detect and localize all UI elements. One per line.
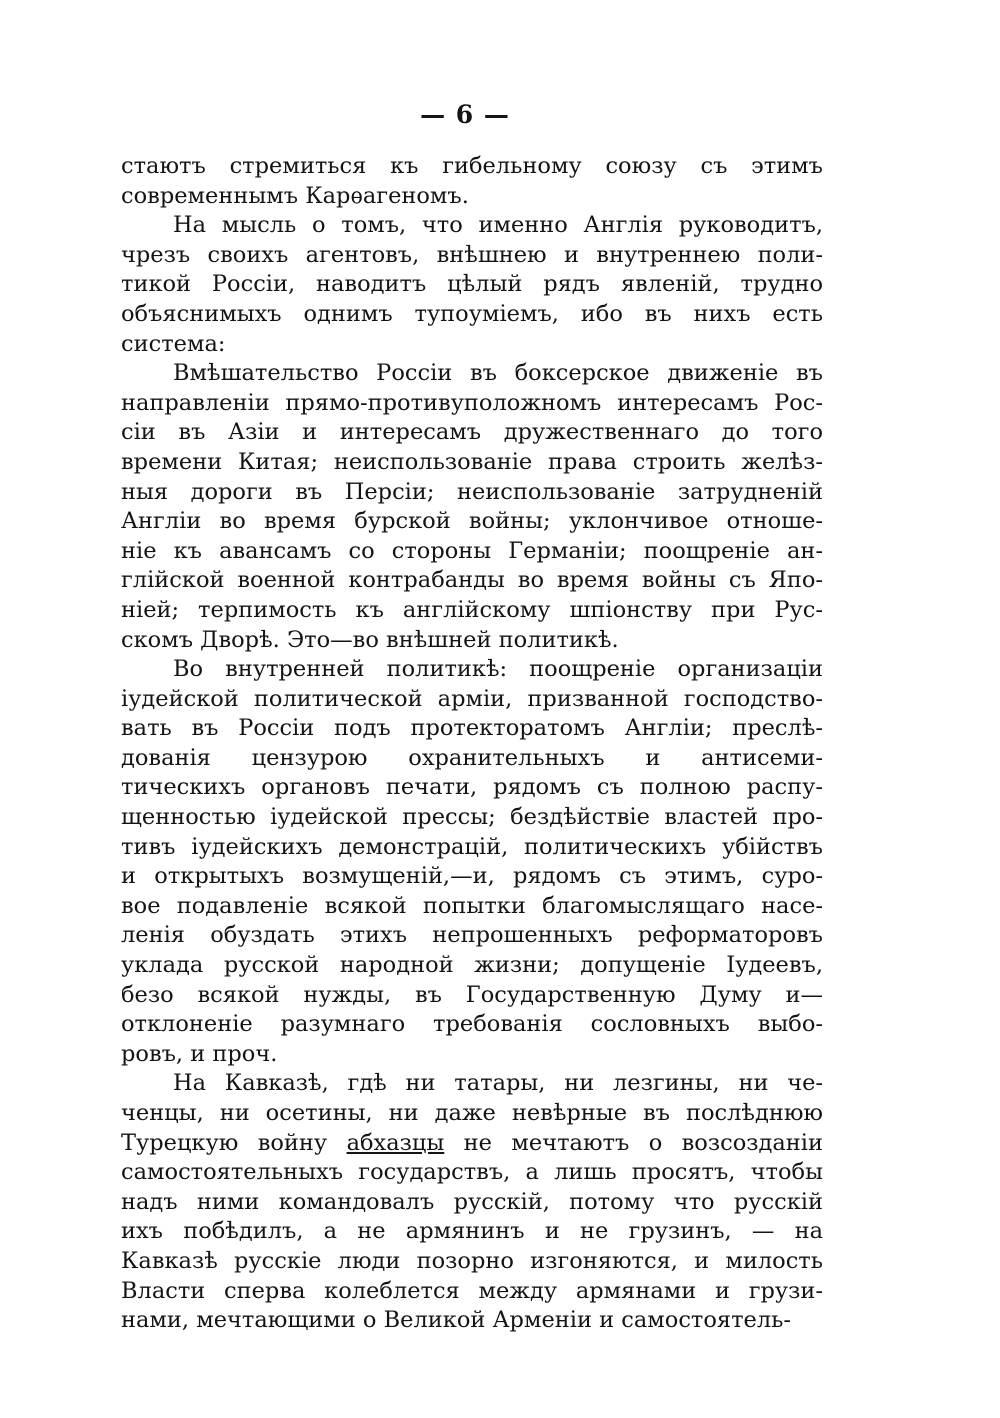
text-line: скомъ Дворѣ. Это—во внѣшней политикѣ. (121, 626, 619, 653)
text-line: Англіи во время бурской войны; уклончивое отноше- (121, 508, 823, 535)
text-line: Турецкую войну абхазцы не мечтаютъ о возсозданіи (121, 1129, 823, 1156)
text-line: современнымъ Карѳагеномъ. (121, 182, 469, 209)
text-line: тивъ іудейскихъ демонстрацій, политическихъ убійствъ (121, 833, 823, 860)
text-line: сіи въ Азіи и интересамъ дружественнаго до того (121, 419, 823, 446)
text-line: объяснимыхъ однимъ тупоуміемъ, ибо въ нихъ есть (121, 300, 823, 327)
text-line: ченцы, ни осетины, ни даже невѣрные въ послѣднюю (121, 1100, 823, 1126)
text-line: іудейской политической арміи, призванной господство- (121, 685, 823, 712)
text-line: На Кавказѣ, гдѣ ни татары, ни лезгины, ни че- (173, 1070, 823, 1097)
text-line: ровъ, и проч. (121, 1040, 278, 1067)
text-line: Власти сперва колеблется между армянами и грузи- (121, 1277, 823, 1304)
text-line: уклада русской народной жизни; допущеніе Іудеевъ, (121, 952, 823, 979)
paragraph (121, 211, 823, 359)
text-line: вое подавленіе всякой попытки благомыслящаго насе- (121, 892, 823, 919)
text-line: Кавказѣ русскіе люди позорно изгоняются, и милость (121, 1247, 823, 1274)
text-line: отклоненіе разумнаго требованія сословныхъ выбо- (121, 1011, 823, 1038)
text-line: ныя дороги въ Персіи; неиспользованіе затрудненій (121, 478, 823, 505)
text-line: щенностью іудейской прессы; бездѣйствіе властей про- (121, 804, 823, 831)
paragraph (121, 655, 823, 1069)
text-line: глійской военной контрабанды во время войны съ Япо- (121, 567, 823, 594)
paragraph (121, 1069, 823, 1335)
paragraph (121, 359, 823, 655)
text-line: ихъ побѣдилъ, а не армянинъ и не грузинъ, — на (121, 1218, 823, 1245)
text-line: ленія обуздать этихъ непрошенныхъ реформаторовъ (121, 922, 823, 949)
text-line: система: (121, 330, 226, 357)
text-body (121, 152, 823, 1336)
underlined-word: абхазцы (346, 1129, 445, 1156)
text-line: Вмѣшательство Россіи въ боксерское движеніе въ (173, 360, 823, 387)
text-line: Во внутренней политикѣ: поощреніе организаціи (173, 656, 823, 683)
text-line: нами, мечтающими о Великой Арменіи и самостоятель- (121, 1307, 792, 1334)
text-line: тическихъ органовъ печати, рядомъ съ полною распу- (121, 774, 823, 801)
text-line: направленіи прямо-противуположномъ интересамъ Рос- (121, 389, 823, 416)
text-line: дованія цензурою охранительныхъ и антисеми- (121, 744, 823, 771)
text-line: самостоятельныхъ государствъ, а лишь просятъ, чтобы (121, 1159, 823, 1186)
text-line: вать въ Россіи подъ протекторатомъ Англіи; преслѣ- (121, 715, 823, 742)
text-line: стаютъ стремиться къ гибельному союзу съ этимъ (121, 153, 823, 179)
text-line: тикой Россіи, наводитъ цѣлый рядъ явленій, трудно (121, 271, 823, 298)
text-line: чрезъ своихъ агентовъ, внѣшнею и внутреннею поли- (121, 241, 823, 268)
text-line: ніе къ авансамъ со стороны Германіи; поощреніе ан- (121, 537, 823, 564)
text-line: и открытыхъ возмущеній,—и, рядомъ съ этимъ, суро- (121, 863, 823, 890)
text-line: безо всякой нужды, въ Государственную Думу и— (121, 981, 823, 1008)
text-line: надъ ними командовалъ русскій, потому что русскій (121, 1188, 823, 1215)
paragraph (121, 152, 823, 211)
text-line: На мысль о томъ, что именно Англія руководитъ, (173, 212, 823, 239)
text-line: времени Китая; неиспользованіе права строить желѣз- (121, 448, 823, 475)
text-line: ніей; терпимость къ англійскому шпіонству при Рус- (121, 596, 823, 623)
page-number: — 6 — (420, 100, 510, 129)
